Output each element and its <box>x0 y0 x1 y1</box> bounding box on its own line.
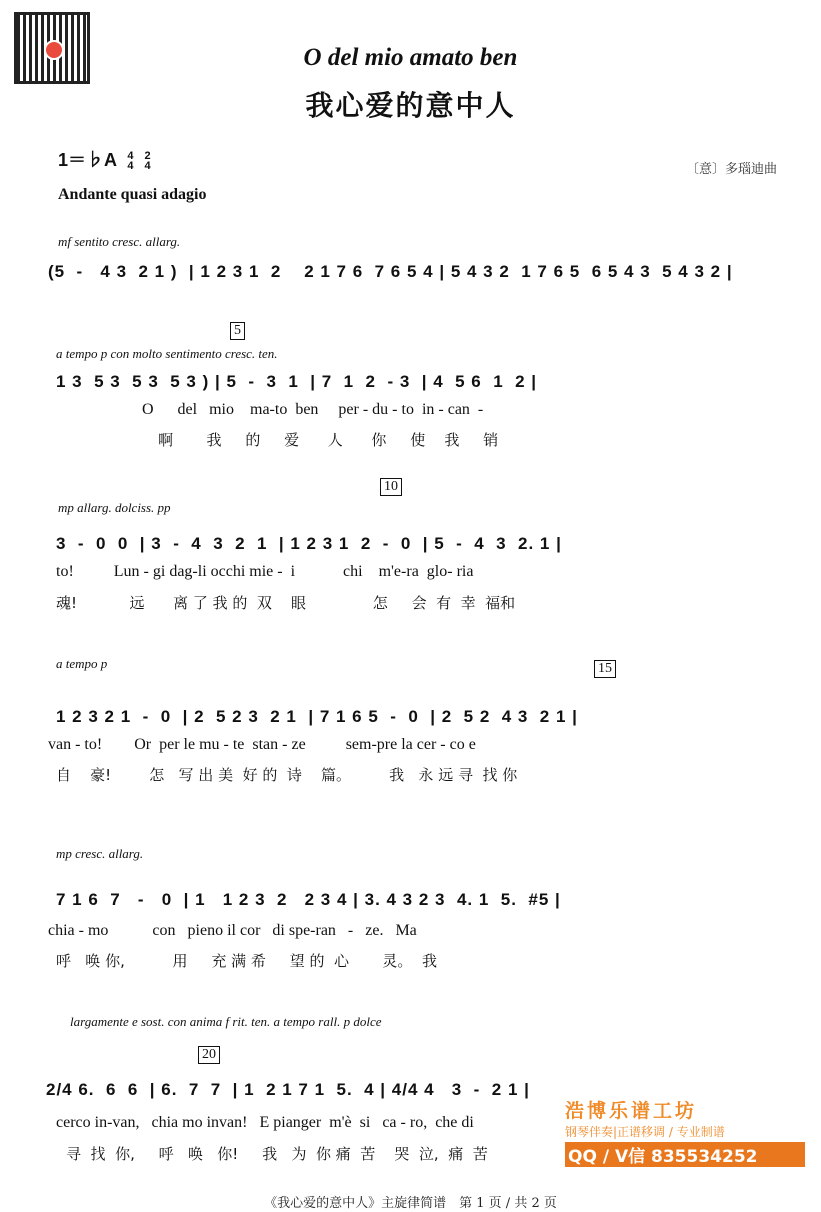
measure-number-box: 15 <box>594 660 616 678</box>
time-signature-b: 2 4 <box>144 150 151 173</box>
measure-number-box: 5 <box>230 322 245 340</box>
system-5-marks: mp cresc. allarg. <box>56 846 144 861</box>
system-6-lyric-chinese: 寻 找 你, 呼 唤 你! 我 为 你 痛 苦 哭 泣, 痛 苦 <box>66 1145 488 1163</box>
system-3-notes: 3 - 0 0 | 3 - 4 3 2 1 | 1 2 3 1 2 - 0 | 5 - 4 3 2. 1 | <box>56 534 562 553</box>
key-label: 1＝♭A <box>58 150 117 170</box>
system-5-lyric-italian: chia - mo con pieno il cor di spe-ran - ze. Ma <box>48 922 417 939</box>
system-1-marks: mf sentito cresc. allarg. <box>58 234 181 249</box>
watermark-contact: QQ / V信 835534252 <box>565 1142 805 1167</box>
system-1-notes: (5 - 4 3 2 1 ) | 1 2 3 1 2 2 1 7 6 7 6 5 4 | 5 4 3 2 1 7 6 5 6 5 4 3 5 4 3 2 | <box>48 262 733 281</box>
system-3-lyric-chinese: 魂! 远 离 了 我 的 双 眼 怎 会 有 幸 福和 <box>56 594 516 612</box>
system-2-notes: 1 3 5 3 5 3 5 3 ) | 5 - 3 1 | 7 1 2 - 3 | 4 5 6 1 2 | <box>56 372 538 391</box>
system-4-lyric-italian: van - to! Or per le mu - te stan - ze sem-pre la cer - co e <box>48 736 476 753</box>
system-2-marks: a tempo p con molto sentimento cresc. ten. <box>56 346 278 361</box>
measure-number-box: 10 <box>380 478 402 496</box>
key-signature <box>58 146 151 172</box>
watermark <box>565 1096 805 1167</box>
page-footer: 《我心爱的意中人》主旋律简谱 第 1 页 / 共 2 页 <box>264 1196 557 1211</box>
system-5-notes: 7 1 6 7 - 0 | 1 1 2 3 2 2 3 4 | 3. 4 3 2 3 4. 1 5. #5 | <box>56 890 561 909</box>
title-italian: O del mio amato ben <box>303 44 518 71</box>
time-signature-a: 4 4 <box>127 150 134 173</box>
title-chinese: 我心爱的意中人 <box>305 89 516 122</box>
system-6-notes: 2/4 6. 6 6 | 6. 7 7 | 1 2 1 7 1 5. 4 | 4/4 4 3 - 2 1 | <box>46 1080 530 1099</box>
system-5-lyric-chinese: 呼 唤 你, 用 充 满 希 望 的 心 灵。 我 <box>56 952 437 970</box>
measure-number-box: 20 <box>198 1046 220 1064</box>
system-6-marks: largamente e sost. con anima f rit. ten. a tempo rall. p dolce <box>70 1014 382 1029</box>
system-4-notes: 1 2 3 2 1 - 0 | 2 5 2 3 2 1 | 7 1 6 5 - 0 | 2 5 2 4 3 2 1 | <box>56 707 578 726</box>
system-3-marks: mp allarg. dolciss. pp <box>58 500 171 515</box>
system-3-lyric-italian: to! Lun - gi dag-li occhi mie - i chi m'e-ra glo- ria <box>56 563 474 580</box>
system-2-lyric-chinese: 啊 我 的 爱 人 你 使 我 销 <box>58 431 499 449</box>
watermark-subtitle: 钢琴伴奏|正谱移调 / 专业制谱 <box>565 1125 725 1139</box>
system-2-lyric-italian: O del mio ma-to ben per - du - to in - can - <box>58 401 484 418</box>
tempo-marking: Andante quasi adagio <box>58 186 207 203</box>
composer: 〔意〕多瑙迪曲 <box>685 162 777 177</box>
system-4-marks: a tempo p <box>56 656 108 671</box>
system-6-lyric-italian: cerco in-van, chia mo invan! E pianger m'è si ca - ro, che di <box>56 1114 474 1131</box>
system-4-lyric-chinese: 自 豪! 怎 写 出 美 好 的 诗 篇。 我 永 远 寻 找 你 <box>56 766 518 784</box>
watermark-title: 浩博乐谱工坊 <box>565 1100 698 1122</box>
